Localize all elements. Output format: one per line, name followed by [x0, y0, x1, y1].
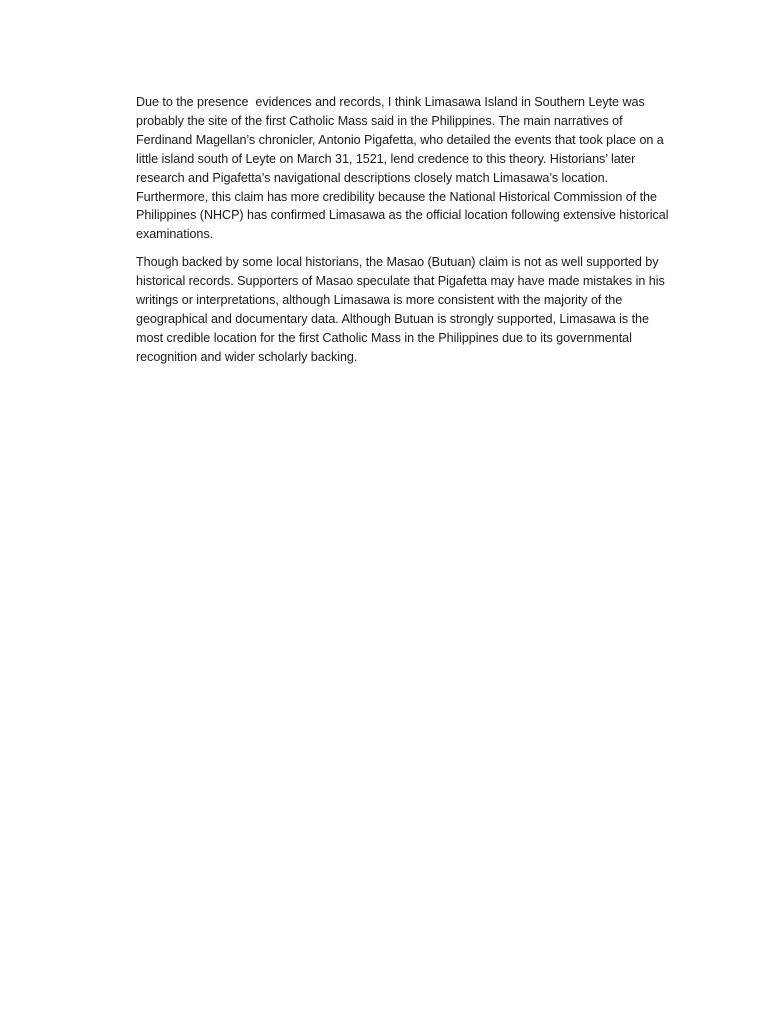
- document-body: [136, 93, 676, 376]
- paragraph-1: Due to the presence evidences and records, I think Limasawa Island in Southern Leyte was probably the site of the first Catholic Mass said in the Philippines. The main narratives of Ferdinand Magellan’s chronicler, Antonio Pigafetta, who detailed the events that took place on a little island south of Leyte on March 31, 1521, lend credence to this theory. Historians’ later research and Pigafetta’s navigational descriptions closely match Limasawa’s location. Furthermore, this claim has more credibility because the National Historical Commission of the Philippines (NHCP) has confirmed Limasawa as the official location following extensive historical examinations.: [136, 95, 672, 242]
- paragraph-2: Though backed by some local historians, the Masao (Butuan) claim is not as well supported by historical records. Supporters of Masao speculate that Pigafetta may have made mistakes in his writings or interpretations, although Limasawa is more consistent with the majority of the geographical and documentary data. Although Butuan is strongly supported, Limasawa is the most credible location for the first Catholic Mass in the Philippines due to its governmental recognition and wider scholarly backing.: [136, 255, 669, 364]
